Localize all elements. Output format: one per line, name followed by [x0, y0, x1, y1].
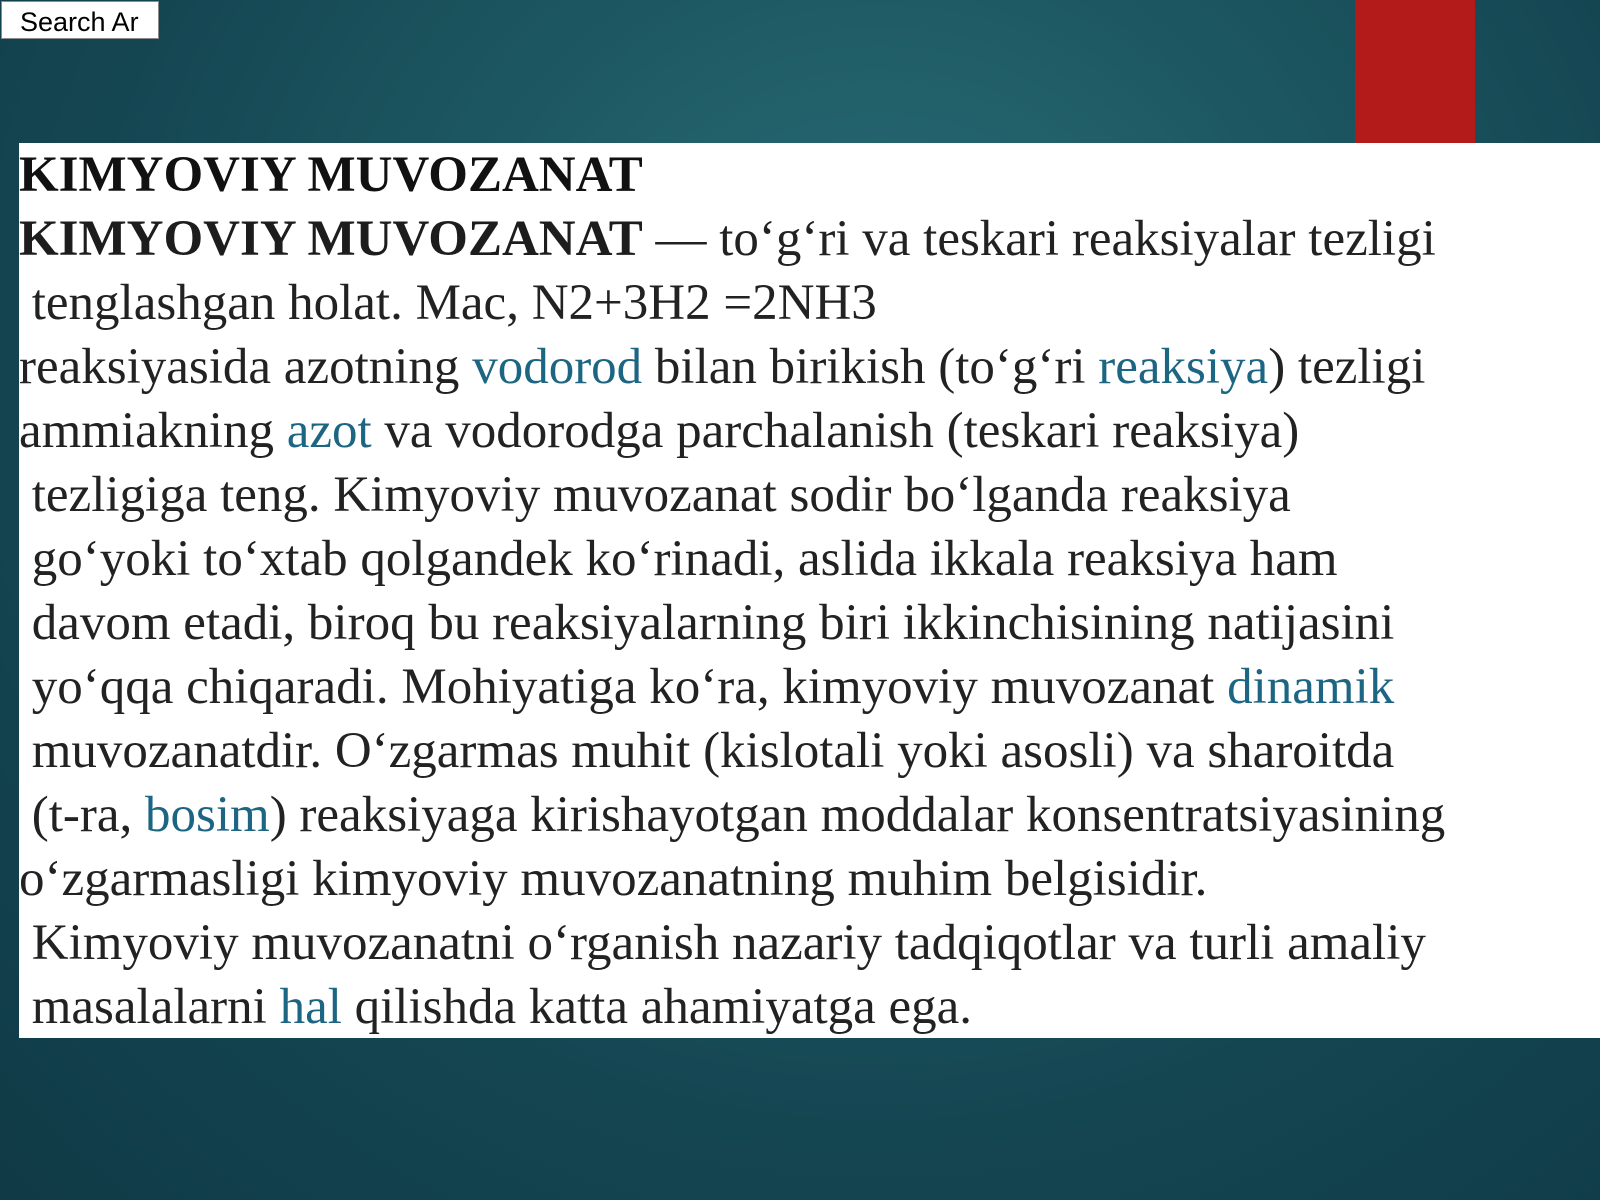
article-line — [19, 975, 1600, 1038]
search-box[interactable] — [1, 1, 159, 39]
accent-bar — [1355, 0, 1475, 143]
text-span: go‘yoki to‘xtab qolgandek ko‘rinadi, aslida ikkala reaksiya ham — [19, 531, 1338, 587]
article-line — [19, 463, 1600, 527]
article-title: KIMYOVIY MUVOZANAT — [19, 147, 643, 203]
text-span: o‘zgarmasligi kimyoviy muvozanatning muhim belgisidir. — [19, 851, 1208, 907]
text-span: yo‘qqa chiqaradi. Mohiyatiga ko‘ra, kimyoviy muvozanat — [19, 659, 1228, 715]
text-span: tenglashgan holat. Mac, N2+3H2 =2NH3 — [19, 275, 877, 331]
text-span: ) tezligi — [1268, 339, 1426, 395]
text-span: tezligiga teng. Kimyoviy muvozanat sodir bo‘lganda reaksiya — [19, 467, 1291, 523]
article-line — [19, 399, 1600, 463]
article-line — [19, 655, 1600, 719]
text-span: bilan birikish (to‘g‘ri — [642, 339, 1099, 395]
article-line — [19, 591, 1600, 655]
article-content — [19, 143, 1600, 1038]
link-vodorod[interactable]: vodorod — [472, 339, 643, 395]
link-azot[interactable]: azot — [286, 403, 372, 459]
article-line — [19, 271, 1600, 335]
text-span: masalalarni — [19, 979, 280, 1035]
link-reaksiya[interactable]: reaksiya — [1098, 339, 1269, 395]
defined-term: KIMYOVIY MUVOZANAT — [19, 211, 643, 267]
article-line — [19, 207, 1600, 271]
link-bosim[interactable]: bosim — [145, 787, 270, 843]
article-line — [19, 847, 1600, 911]
link-hal[interactable]: hal — [279, 979, 342, 1035]
text-span: davom etadi, biroq bu reaksiyalarning biri ikkinchisining natijasini — [19, 595, 1395, 651]
text-span: reaksiyasida azotning — [19, 339, 473, 395]
article-line — [19, 527, 1600, 591]
article-line — [19, 911, 1600, 975]
article-line — [19, 783, 1600, 847]
article-panel — [19, 143, 1600, 1038]
link-dinamik[interactable]: dinamik — [1227, 659, 1395, 715]
article-line — [19, 719, 1600, 783]
text-span: qilishda katta ahamiyatga ega. — [341, 979, 973, 1035]
article-body — [19, 207, 1600, 1038]
text-span: ) reaksiyaga kirishayotgan moddalar konsentratsiyasining — [269, 787, 1446, 843]
text-span: — to‘g‘ri va teskari reaksiyalar tezligi — [642, 211, 1436, 267]
text-span: Kimyoviy muvozanatni o‘rganish nazariy tadqiqotlar va turli amaliy — [19, 915, 1426, 971]
text-span: va vodorodga parchalanish (teskari reaksiya) — [371, 403, 1300, 459]
search-input[interactable] — [2, 2, 158, 38]
text-span: (t-ra, — [19, 787, 146, 843]
text-span: muvozanatdir. O‘zgarmas muhit (kislotali yoki asosli) va sharoitda — [19, 723, 1395, 779]
text-span: ammiakning — [19, 403, 287, 459]
article-line — [19, 335, 1600, 399]
